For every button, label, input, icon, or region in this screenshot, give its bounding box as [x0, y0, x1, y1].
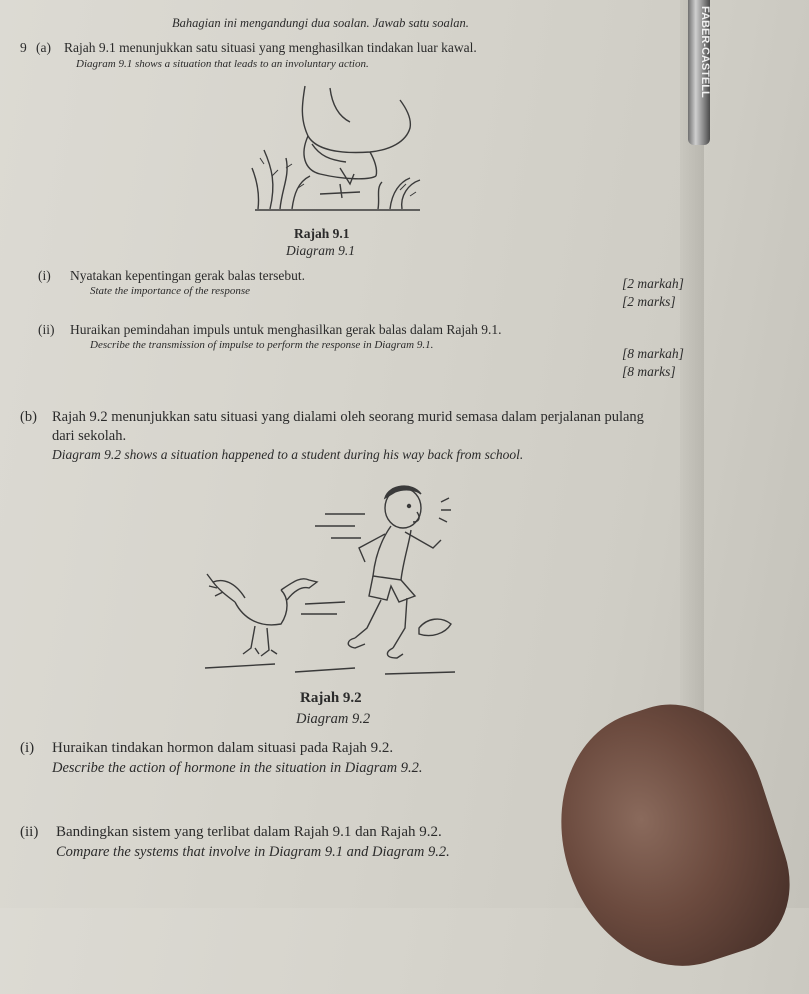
hand [529, 682, 809, 994]
part-a-i-malay: Nyatakan kepentingan gerak balas tersebut. [70, 268, 306, 283]
part-b-english: Diagram 9.2 shows a situation happened to a student during his way back from school. [52, 447, 524, 462]
part-b-malay-line-2: dari sekolah. [52, 428, 127, 444]
part-a-ii-marks-english: [8 marks] [622, 364, 676, 379]
part-a-english: Diagram 9.1 shows a situation that leads to an involuntary action. [76, 58, 369, 70]
diagram-9-2-chase-illustration [205, 478, 470, 688]
part-a-label: (a) [36, 40, 51, 55]
figure-9-2-caption-malay: Rajah 9.2 [300, 690, 362, 706]
part-b-malay-line-1: Rajah 9.2 menunjukkan satu situasi yang dialami oleh seorang murid semasa dalam perjalanan pulang [52, 409, 644, 425]
part-a-i-marks-malay: [2 markah] [622, 276, 684, 291]
part-b-label: (b) [20, 409, 37, 425]
part-a-ii-marks-malay: [8 markah] [622, 346, 684, 361]
part-b-i-english: Describe the action of hormone in the situation in Diagram 9.2. [52, 760, 423, 776]
part-a-ii-malay: Huraikan pemindahan impuls untuk menghasilkan gerak balas dalam Rajah 9.1. [70, 322, 502, 337]
figure-9-1-caption-english: Diagram 9.1 [286, 243, 356, 258]
part-b-ii-malay: Bandingkan sistem yang terlibat dalam Rajah 9.1 dan Rajah 9.2. [56, 824, 442, 840]
figure-9-2-caption-english: Diagram 9.2 [296, 711, 371, 727]
part-a-i-marks-english: [2 marks] [622, 294, 676, 309]
pen [688, 0, 710, 145]
pen-brand-label: FABER-CASTELL [699, 6, 711, 98]
diagram-9-1-foot-illustration [250, 84, 425, 219]
part-a-i-english: State the importance of the response [90, 285, 250, 297]
question-number: 9 [20, 40, 27, 55]
part-a-ii-english: Describe the transmission of impulse to perform the response in Diagram 9.1. [90, 339, 434, 351]
part-a-ii-label: (ii) [38, 322, 55, 337]
part-b-ii-english: Compare the systems that involve in Diagram 9.1 and Diagram 9.2. [56, 844, 450, 860]
section-instruction: Bahagian ini mengandungi dua soalan. Jawab satu soalan. [172, 16, 469, 30]
figure-9-1-caption-malay: Rajah 9.1 [294, 226, 350, 241]
part-a-malay: Rajah 9.1 menunjukkan satu situasi yang menghasilkan tindakan luar kawal. [64, 40, 477, 55]
part-a-i-label: (i) [38, 268, 51, 283]
part-b-i-label: (i) [20, 740, 35, 756]
part-b-ii-label: (ii) [20, 824, 39, 840]
part-b-i-malay: Huraikan tindakan hormon dalam situasi pada Rajah 9.2. [52, 740, 394, 756]
